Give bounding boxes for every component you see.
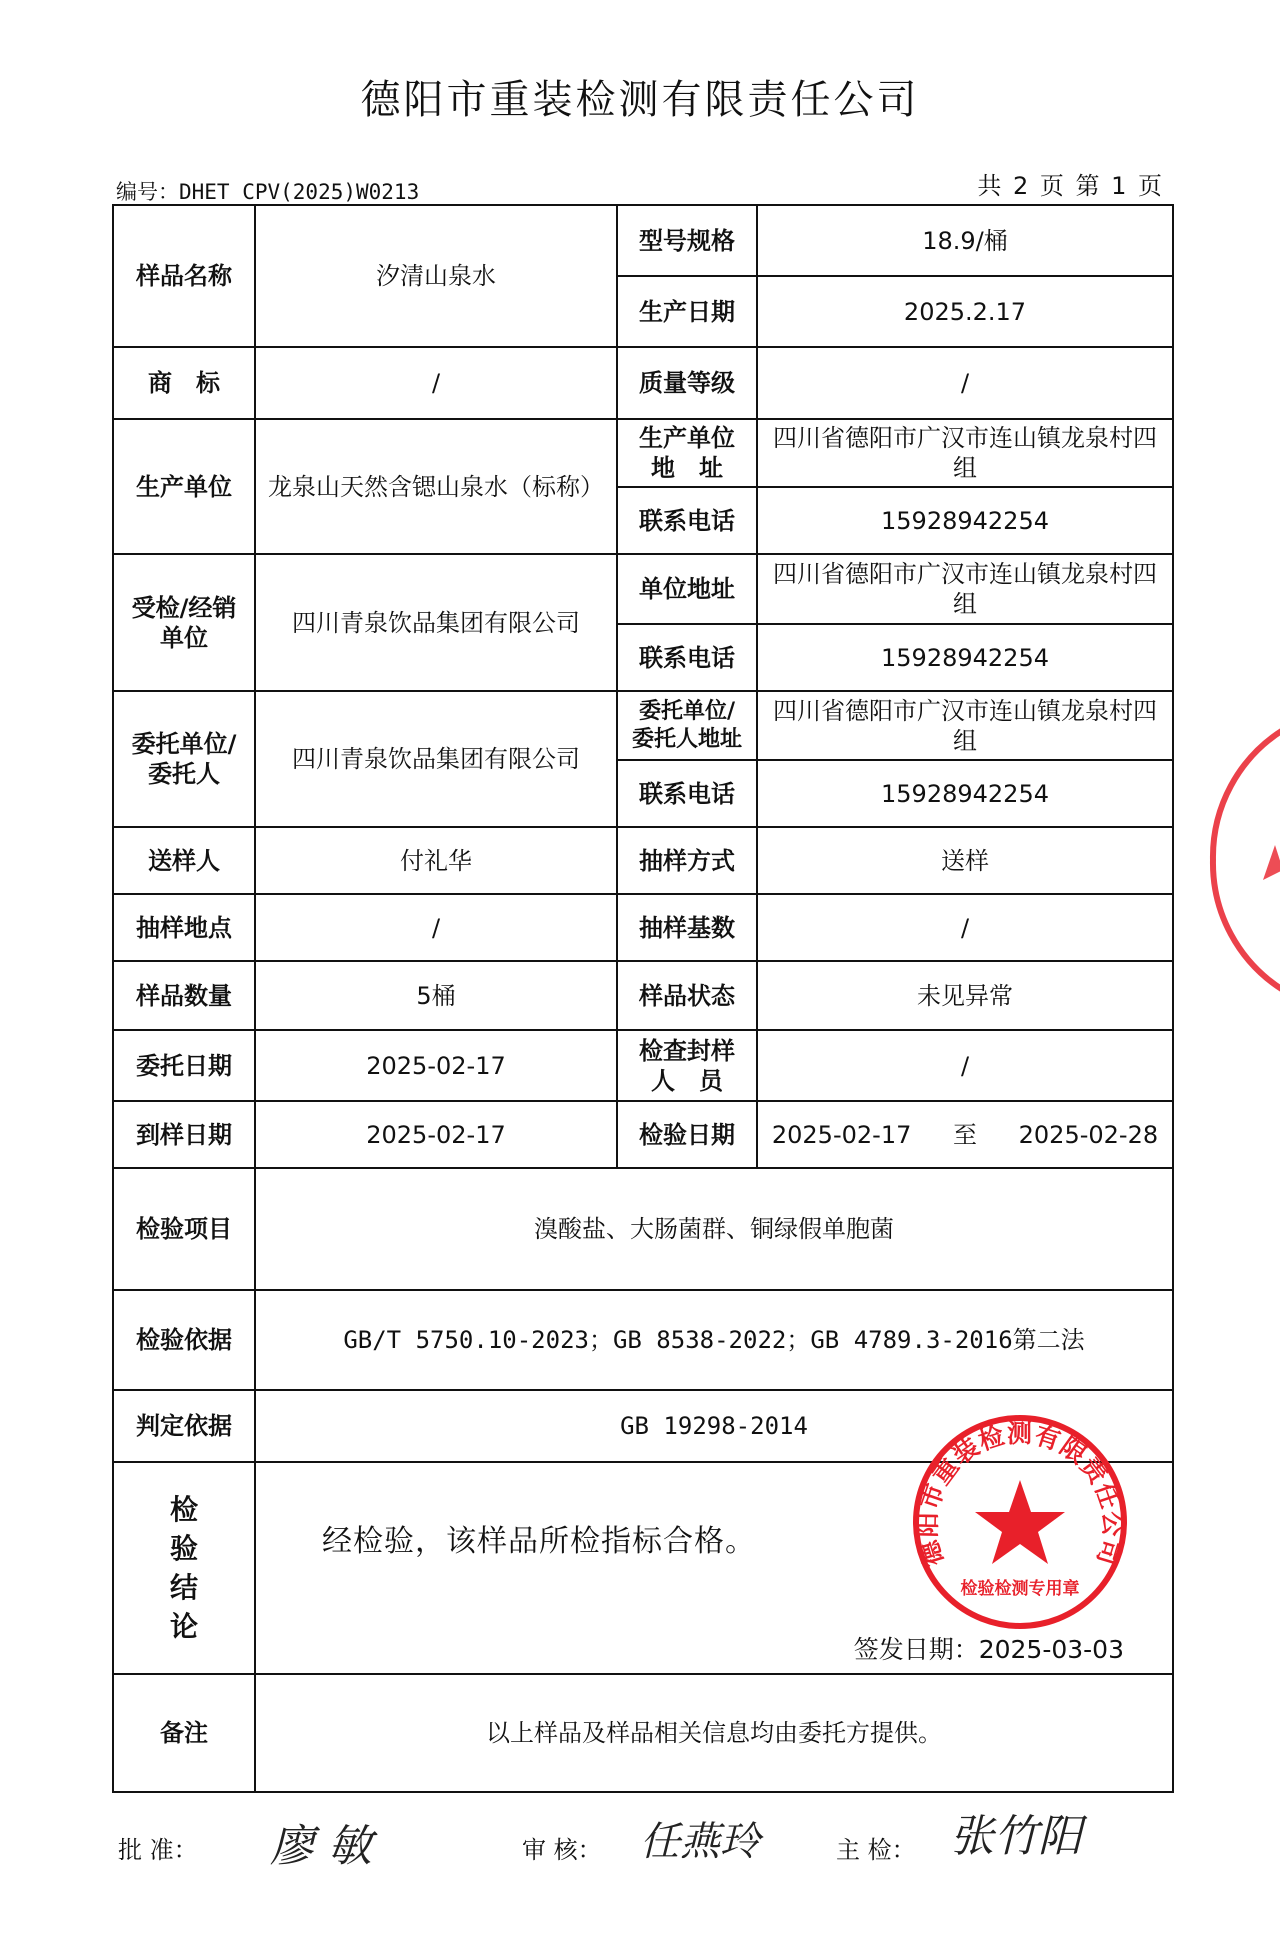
quantity: 5桶 <box>255 961 617 1030</box>
items-label: 检验项目 <box>113 1168 255 1290</box>
judge-label: 判定依据 <box>113 1390 255 1462</box>
issue-date: 签发日期：2025-03-03 <box>853 1634 1124 1664</box>
producer-address-label: 生产单位地 址 <box>617 419 757 487</box>
brand: / <box>255 347 617 419</box>
inspected-phone: 15928942254 <box>757 624 1173 691</box>
test-date-to-word: 至 <box>953 1120 977 1149</box>
sampling-place-label: 抽样地点 <box>113 894 255 961</box>
sender-label: 送样人 <box>113 827 255 894</box>
test-date-label: 检验日期 <box>617 1101 757 1168</box>
producer: 龙泉山天然含锶山泉水（标称） <box>255 419 617 554</box>
test-date-from: 2025-02-17 <box>771 1120 912 1149</box>
state-label: 样品状态 <box>617 961 757 1030</box>
sender: 付礼华 <box>255 827 617 894</box>
seal-checker-label: 检查封样人 员 <box>617 1030 757 1101</box>
judge: GB 19298-2014 <box>255 1390 1173 1462</box>
remark-label: 备注 <box>113 1674 255 1792</box>
approve-signature: 廖 敏 <box>270 1821 372 1872</box>
client-label: 委托单位/委托人 <box>113 691 255 827</box>
sample-name: 汐清山泉水 <box>255 205 617 347</box>
producer-address: 四川省德阳市广汉市连山镇龙泉村四组 <box>757 419 1173 487</box>
seal-checker: / <box>757 1030 1173 1101</box>
review-label: 审 核： <box>522 1836 602 1864</box>
sampling-method-label: 抽样方式 <box>617 827 757 894</box>
quality: / <box>757 347 1173 419</box>
producer-label: 生产单位 <box>113 419 255 554</box>
client-address-label: 委托单位/委托人地址 <box>617 691 757 760</box>
model: 18.9/桶 <box>757 205 1173 276</box>
official-seal <box>910 1412 1130 1632</box>
state: 未见异常 <box>757 961 1173 1030</box>
basis-label: 检验依据 <box>113 1290 255 1390</box>
inspector-label: 主 检： <box>836 1836 916 1864</box>
partial-seal <box>1205 720 1280 1000</box>
arrival-date-label: 到样日期 <box>113 1101 255 1168</box>
test-date-range <box>757 1101 1173 1168</box>
sampling-base-label: 抽样基数 <box>617 894 757 961</box>
commission-date-label: 委托日期 <box>113 1030 255 1101</box>
producer-phone-label: 联系电话 <box>617 487 757 554</box>
sampling-place: / <box>255 894 617 961</box>
quantity-label: 样品数量 <box>113 961 255 1030</box>
sample-name-label: 样品名称 <box>113 205 255 347</box>
seal-star-icon <box>975 1480 1065 1564</box>
conclusion: 经检验，该样品所检指标合格。 <box>322 1524 756 1559</box>
prod-date-label: 生产日期 <box>617 276 757 347</box>
commission-date: 2025-02-17 <box>255 1030 617 1101</box>
inspected-address: 四川省德阳市广汉市连山镇龙泉村四组 <box>757 554 1173 624</box>
inspected-unit-label: 受检/经销单位 <box>113 554 255 691</box>
client-address: 四川省德阳市广汉市连山镇龙泉村四组 <box>757 691 1173 760</box>
basis: GB/T 5750.10-2023；GB 8538-2022；GB 4789.3-2016第二法 <box>255 1290 1173 1390</box>
client-phone: 15928942254 <box>757 760 1173 827</box>
sampling-base: / <box>757 894 1173 961</box>
conclusion-label: 检验结论 <box>170 1492 199 1644</box>
prod-date: 2025.2.17 <box>757 276 1173 347</box>
arrival-date: 2025-02-17 <box>255 1101 617 1168</box>
model-label: 型号规格 <box>617 205 757 276</box>
approve-label: 批 准： <box>118 1836 198 1864</box>
test-date-to: 2025-02-28 <box>1018 1120 1159 1149</box>
page-info: 共 2 页 第 1 页 <box>977 172 1164 200</box>
review-signature: 任燕玲 <box>640 1819 760 1865</box>
sampling-method: 送样 <box>757 827 1173 894</box>
inspected-address-label: 单位地址 <box>617 554 757 624</box>
seal-ring-text: 德阳市重装检测有限责任公司 <box>912 1419 1128 1570</box>
conclusion-label-cell <box>113 1462 255 1674</box>
items: 溴酸盐、大肠菌群、铜绿假单胞菌 <box>255 1168 1173 1290</box>
company-title: 德阳市重装检测有限责任公司 <box>360 77 920 123</box>
partial-seal-star-icon <box>1263 845 1280 880</box>
inspector-signature: 张竹阳 <box>950 1811 1082 1862</box>
inspected-phone-label: 联系电话 <box>617 624 757 691</box>
client: 四川青泉饮品集团有限公司 <box>255 691 617 827</box>
brand-label: 商 标 <box>113 347 255 419</box>
producer-phone: 15928942254 <box>757 487 1173 554</box>
client-phone-label: 联系电话 <box>617 760 757 827</box>
remark: 以上样品及样品相关信息均由委托方提供。 <box>255 1674 1173 1792</box>
seal-bottom-text: 检验检测专用章 <box>960 1579 1080 1599</box>
report-code: 编号：DHET CPV(2025)W0213 <box>116 180 420 204</box>
quality-label: 质量等级 <box>617 347 757 419</box>
inspected-unit: 四川青泉饮品集团有限公司 <box>255 554 617 691</box>
